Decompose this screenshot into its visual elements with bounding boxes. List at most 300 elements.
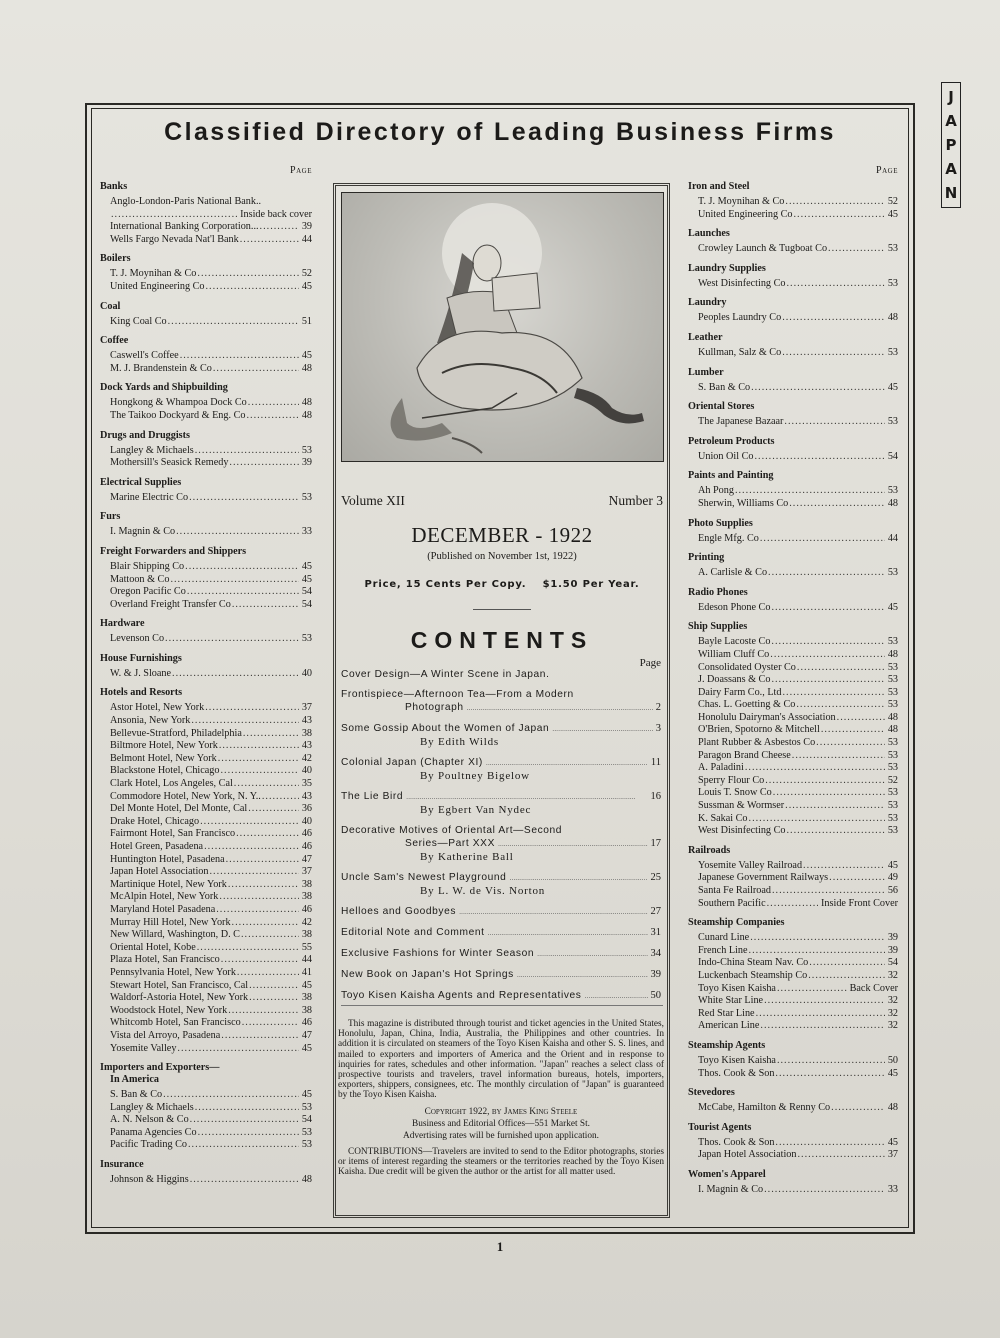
directory-entry (688, 674, 898, 687)
page-reference: 54 (301, 598, 312, 610)
page-reference: Inside back cover (240, 208, 312, 220)
directory-entry (100, 1102, 312, 1115)
firm-name: Engle Mfg. Co (698, 532, 759, 544)
contents-item (341, 688, 661, 715)
page-reference: 42 (301, 916, 312, 928)
leader-dots (218, 753, 299, 766)
directory-entry (100, 929, 312, 942)
article-title: Uncle Sam's Newest Playground (341, 872, 507, 883)
article-author: By Egbert Van Nydec (420, 804, 532, 816)
contents-title-line (341, 756, 661, 770)
directory-entry (100, 209, 312, 222)
issue-number-label: Number 3 (608, 493, 663, 508)
directory-entry (100, 410, 312, 423)
firm-name: Murray Hill Hotel, New York (110, 916, 231, 928)
firm-name: Panama Agencies Co (110, 1126, 197, 1138)
leader-dots (170, 574, 298, 587)
leader-dots (488, 926, 648, 940)
contents-title-line (341, 926, 661, 940)
directory-entry (100, 445, 312, 458)
page-reference: 45 (301, 560, 312, 572)
leader-dots (821, 724, 885, 737)
page-reference: 45 (301, 350, 312, 362)
contents-item (341, 871, 661, 898)
directory-entry (688, 970, 898, 983)
firm-name: Woodstock Hotel, New York (110, 1004, 228, 1016)
directory-entry (100, 1017, 312, 1030)
category-name: Lumber (688, 366, 724, 378)
leader-dots (209, 866, 298, 879)
firm-name: W. & J. Sloane (110, 667, 172, 679)
leader-dots (249, 992, 299, 1005)
page-reference: 38 (301, 1004, 312, 1016)
directory-entry (688, 775, 898, 788)
firm-name: O'Brien, Spotorno & Mitchell (698, 724, 820, 736)
page-reference: 50 (887, 1054, 898, 1066)
leader-dots (773, 787, 885, 800)
leader-dots (195, 1102, 299, 1115)
directory-entry (688, 860, 898, 873)
directory-entry (100, 1114, 312, 1127)
directory-entry (688, 898, 898, 911)
contents-item (341, 905, 661, 919)
directory-entry (100, 221, 312, 234)
advertising-line: Advertising rates will be furnished upon application. (403, 1130, 599, 1141)
page-reference: 38 (301, 992, 312, 1004)
leader-dots (785, 196, 884, 209)
leader-dots (794, 209, 885, 222)
leader-dots (234, 778, 299, 791)
firm-name: West Disinfecting Co (698, 825, 786, 837)
directory-entry (100, 753, 312, 766)
firm-name: Del Monte Hotel, Del Monte, Cal (110, 803, 248, 815)
leader-dots (775, 1068, 884, 1081)
contents-title-line (341, 837, 661, 851)
page-reference: 45 (301, 573, 312, 585)
firm-name: Anglo-London-Paris National Bank.. (110, 196, 262, 207)
directory-category (688, 470, 898, 482)
firm-name: T. J. Moynihan & Co (698, 196, 785, 207)
page-reference: 52 (301, 268, 312, 280)
directory-entry (100, 574, 312, 587)
firm-name: Yosemite Valley (110, 1042, 177, 1054)
category-name: Launches (688, 228, 730, 240)
leader-dots (165, 633, 299, 646)
directory-entry (688, 1137, 898, 1150)
page-reference: 53 (887, 674, 898, 686)
leader-dots (772, 885, 885, 898)
directory-entry (100, 891, 312, 904)
page-reference: 48 (301, 362, 312, 374)
leader-dots (213, 363, 299, 376)
page-reference: 48 (887, 1102, 898, 1114)
contents-heading: CONTENTS (410, 627, 594, 653)
leader-dots (765, 775, 885, 788)
firm-name: Japan Hotel Association (110, 866, 209, 878)
directory-entry (100, 866, 312, 879)
contents-page-label: Page (639, 657, 661, 669)
category-name: Photo Supplies (688, 517, 753, 529)
directory-category (100, 430, 312, 442)
firm-name: Clark Hotel, Los Angeles, Cal (110, 778, 233, 790)
leader-dots (764, 1184, 885, 1197)
side-tab-letter: J (948, 87, 954, 106)
page-reference: 53 (887, 346, 898, 358)
firm-name: Japanese Government Railways (698, 872, 829, 884)
category-name: Boilers (100, 253, 131, 265)
contents-item (341, 926, 661, 940)
firm-name: J. Doassans & Co (698, 674, 771, 686)
directory-entry (688, 699, 898, 712)
page-reference: 36 (301, 803, 312, 815)
table-of-contents (341, 657, 661, 1010)
page-reference: 45 (301, 979, 312, 991)
directory-entry (100, 1174, 312, 1187)
article-author: By L. W. de Vis. Norton (420, 885, 546, 897)
firm-name: A. N. Nelson & Co (110, 1114, 189, 1126)
contents-title-line (341, 824, 661, 837)
price-per-copy: Price, 15 Cents Per Copy. (364, 579, 527, 590)
page-reference: 45 (301, 1042, 312, 1054)
page-reference: Back Cover (849, 982, 898, 994)
directory-entry (100, 599, 312, 612)
directory-entry (100, 1127, 312, 1140)
contents-item (341, 756, 661, 783)
leader-dots (797, 1149, 884, 1162)
category-name: House Furnishings (100, 652, 182, 664)
divider-rule (473, 609, 531, 610)
directory-entry (100, 1005, 312, 1018)
leader-dots (240, 234, 299, 247)
directory-entry (100, 879, 312, 892)
leader-dots (197, 268, 298, 281)
article-author: By Katherine Ball (420, 851, 514, 863)
leader-dots (246, 410, 298, 423)
leader-dots (517, 968, 648, 982)
page-reference: 46 (301, 841, 312, 852)
page-reference: 38 (301, 929, 312, 941)
directory-entry (688, 724, 898, 737)
category-name: Radio Phones (688, 586, 748, 598)
firm-name: American Line (698, 1020, 760, 1032)
directory-entry (688, 1068, 898, 1081)
publication-info (338, 1019, 664, 1182)
leader-dots (190, 1174, 299, 1187)
page-reference: 53 (301, 491, 312, 503)
page-reference: 53 (887, 762, 898, 774)
contributions-text: CONTRIBUTIONS—Travelers are invited to send to the Editor photographs, stories or items of interest regarding the steamers or the territories reached by the Toyo Kisen Kaisha. Due credit will be given the author or the artist for all matter used. (338, 1146, 664, 1178)
contents-item (341, 968, 661, 982)
page-reference: 55 (301, 941, 312, 953)
directory-category (100, 301, 312, 313)
firm-name: Oriental Hotel, Kobe (110, 941, 196, 953)
firm-name: A. Paladini (698, 762, 744, 774)
page-reference: 53 (887, 800, 898, 812)
directory-category (100, 382, 312, 394)
firm-name: Indo-China Steam Nav. Co (698, 957, 809, 969)
page-reference: 53 (301, 633, 312, 645)
page-reference: 32 (887, 995, 898, 1007)
side-tab-letter: P (945, 135, 957, 154)
page-reference: 54 (301, 586, 312, 598)
page-reference: 45 (301, 280, 312, 292)
directory-category (688, 436, 898, 448)
firm-name: Belmont Hotel, New York (110, 752, 217, 764)
contents-item (341, 668, 661, 681)
firm-name: Sherwin, Williams Co (698, 497, 789, 509)
firm-name: Chas. L. Goetting & Co (698, 699, 796, 711)
category-name: Coal (100, 300, 121, 312)
firm-name: Paragon Brand Cheese (698, 749, 791, 761)
leader-dots (584, 989, 647, 1003)
firm-name: Astor Hotel, New York (110, 702, 205, 714)
article-title: Toyo Kisen Kaisha Agents and Representatives (341, 990, 582, 1001)
page-reference: 40 (301, 815, 312, 827)
page-reference: 42 (301, 752, 312, 764)
leader-dots (745, 762, 885, 775)
firm-name: United Engineering Co (698, 208, 793, 220)
article-page: 39 (650, 969, 661, 980)
firm-name: Blackstone Hotel, Chicago (110, 765, 220, 777)
contents-item (341, 989, 661, 1003)
leader-dots (808, 970, 885, 983)
leader-dots (767, 898, 818, 911)
firm-name: Thos. Cook & Son (698, 1136, 775, 1148)
directory-entry (100, 1030, 312, 1043)
category-name: Women's Apparel (688, 1168, 766, 1180)
firm-name: Crowley Launch & Tugboat Co (698, 243, 828, 255)
page-reference: 37 (301, 866, 312, 878)
directory-category (688, 263, 898, 275)
directory-category (688, 621, 898, 633)
article-page: 27 (650, 906, 661, 917)
leader-dots (197, 942, 299, 955)
directory-category (100, 477, 312, 489)
firm-name: Marine Electric Co (110, 491, 189, 503)
article-title: Some Gossip About the Women of Japan (341, 723, 550, 734)
contents-item (341, 824, 661, 864)
page-reference: 48 (301, 397, 312, 409)
directory-entry (688, 872, 898, 885)
firm-name: Pacific Trading Co (110, 1139, 187, 1151)
page-reference: 48 (887, 312, 898, 324)
page-reference: 45 (887, 859, 898, 871)
firm-name: Kullman, Salz & Co (698, 346, 782, 358)
leader-dots (768, 567, 885, 580)
directory-entry (688, 1102, 898, 1115)
copyright-line: Copyright 1922, by James King Steele (424, 1106, 578, 1117)
article-page: 2 (655, 702, 661, 713)
firm-name: Caswell's Coffee (110, 350, 179, 362)
directory-entry (688, 451, 898, 464)
category-name: Freight Forwarders and Shippers (100, 545, 247, 557)
article-title: Decorative Motives of Oriental Art—Second (341, 825, 563, 836)
directory-category (688, 1087, 898, 1099)
page-number: 1 (496, 1239, 504, 1254)
directory-entry (688, 737, 898, 750)
directory-category (100, 546, 312, 558)
firm-name: Cunard Line (698, 932, 750, 944)
leader-dots (236, 828, 299, 841)
offices-line: Business and Editorial Offices—551 Market St. (412, 1118, 590, 1129)
directory-category (688, 587, 898, 599)
leader-dots (829, 872, 885, 885)
page-reference: 45 (301, 1089, 312, 1101)
directory-entry (100, 350, 312, 363)
firm-name: King Coal Co (110, 315, 167, 327)
page-reference: 49 (887, 872, 898, 884)
category-name: Drugs and Druggists (100, 429, 191, 441)
directory-entry (688, 995, 898, 1008)
firm-name: Levenson Co (110, 633, 165, 645)
directory-entry (100, 397, 312, 410)
contents-title-line (341, 668, 661, 681)
contents-item (341, 722, 661, 749)
directory-entry (100, 234, 312, 247)
category-name: Importers and Exporters— (100, 1062, 220, 1074)
directory-category (688, 228, 898, 240)
leader-dots (216, 904, 299, 917)
article-page: 34 (650, 948, 661, 959)
directory-category (100, 335, 312, 347)
directory-entry (100, 980, 312, 993)
page-reference: 53 (887, 277, 898, 289)
directory-entry (688, 787, 898, 800)
directory-entry (100, 526, 312, 539)
leader-dots (187, 586, 299, 599)
page-reference: 45 (887, 1067, 898, 1079)
firm-name: McCabe, Hamilton & Renny Co (698, 1102, 831, 1114)
page-reference: 44 (301, 233, 312, 245)
category-name: Steamship Companies (688, 917, 785, 929)
leader-dots (232, 917, 299, 930)
directory-category (688, 297, 898, 309)
page-reference: 53 (887, 812, 898, 824)
firm-name: Whitcomb Hotel, San Francisco (110, 1017, 241, 1029)
directory-entry (688, 1055, 898, 1068)
firm-name: Wells Fargo Nevada Nat'l Bank (110, 233, 239, 245)
page-reference: 44 (301, 954, 312, 966)
directory-entry (100, 196, 312, 209)
leader-dots (221, 765, 299, 778)
directory-entry (688, 712, 898, 725)
firm-name: Maryland Hotel Pasadena (110, 903, 216, 915)
directory-category (688, 1122, 898, 1134)
leader-dots (163, 1089, 299, 1102)
directory-entry (688, 278, 898, 291)
firm-name: Commodore Hotel, New York, N. Y.. (110, 790, 261, 802)
page-reference: 46 (301, 1017, 312, 1029)
leader-dots (177, 1043, 298, 1056)
page-reference: 52 (887, 774, 898, 786)
directory-entry (688, 312, 898, 325)
leader-dots (498, 837, 648, 851)
category-name: Electrical Supplies (100, 476, 182, 488)
firm-name: S. Ban & Co (110, 1089, 163, 1101)
leader-dots (232, 599, 299, 612)
leader-dots (111, 209, 237, 222)
leader-dots (241, 929, 299, 942)
leader-dots (219, 740, 299, 753)
page-reference: 39 (301, 221, 312, 233)
contents-item (341, 947, 661, 961)
article-page: 50 (650, 990, 661, 1001)
leader-dots (189, 492, 299, 505)
distribution-text: This magazine is distributed through tourist and ticket agencies in the United States, Honolulu, Japan, China, India, Australia, the Philippines and other countries. In addition it is circulated on steamers of the Toyo Kisen Kaisha and other S. S. lines, and mailed to exporters and importers of America and the Orient and in response to inquiries for rates, schedules and other information. "Japan" reaches a select class of prospective tourists and travelers, travel information bureaus, hotels, importers, exporters, shippers, consignees, etc. The monthly circulation of "Japan" is guaranteed by the Toyo Kisen Kaisha. (338, 1019, 664, 1101)
page-reference: 48 (887, 497, 898, 509)
directory-entry (100, 1089, 312, 1102)
directory-category (688, 181, 898, 193)
directory-entry (688, 813, 898, 826)
directory-category (688, 401, 898, 413)
directory-category (100, 253, 312, 265)
volume-number-line (341, 493, 663, 509)
leader-dots (248, 803, 299, 816)
directory-entry (100, 917, 312, 930)
directory-entry (688, 209, 898, 222)
page-reference: 48 (301, 409, 312, 421)
leader-dots (789, 498, 885, 511)
firm-name: Consolidated Oyster Co (698, 661, 796, 673)
page-reference: 53 (887, 686, 898, 698)
contents-title-line (341, 989, 661, 1003)
directory-entry (100, 561, 312, 574)
directory-entry (100, 586, 312, 599)
leader-dots (221, 1030, 299, 1043)
directory-entry (688, 602, 898, 615)
contents-title-line (341, 722, 661, 736)
category-name: Hotels and Resorts (100, 687, 183, 699)
page-reference: 45 (887, 1136, 898, 1148)
leader-dots (185, 561, 299, 574)
directory-entry (100, 702, 312, 715)
leader-dots (760, 533, 885, 546)
page-reference: 39 (887, 944, 898, 956)
category-name: Printing (688, 552, 725, 564)
directory-entry (688, 945, 898, 958)
page-reference: 53 (887, 825, 898, 837)
firm-name: Peoples Laundry Co (698, 312, 782, 324)
page-reference: 48 (887, 724, 898, 736)
firm-name: Japan Hotel Association (698, 1149, 797, 1161)
page-reference: 53 (887, 787, 898, 799)
firm-name: New Willard, Washington, D. C (110, 929, 240, 941)
leader-dots (775, 1137, 884, 1150)
page-reference: 48 (301, 1174, 312, 1186)
directory-entry (688, 1149, 898, 1162)
leader-dots (770, 649, 885, 662)
leader-dots (509, 871, 647, 885)
leader-dots (735, 485, 885, 498)
directory-entry (688, 347, 898, 360)
page-reference: 53 (301, 1126, 312, 1138)
firm-name: Dairy Farm Co., Ltd (698, 686, 782, 698)
firm-name: Bellevue-Stratford, Philadelphia (110, 727, 242, 739)
directory-category (688, 518, 898, 530)
firm-name: Fairmont Hotel, San Francisco (110, 828, 236, 840)
page-reference: 53 (887, 567, 898, 579)
leader-dots (785, 800, 885, 813)
firm-name: Overland Freight Transfer Co (110, 598, 231, 610)
firm-name: Edeson Phone Co (698, 601, 771, 613)
firm-name: A. Carlisle & Co (698, 567, 768, 579)
firm-name: West Disinfecting Co (698, 277, 786, 289)
page-reference: 43 (301, 740, 312, 752)
firm-name: Louis T. Snow Co (698, 787, 772, 799)
directory-entry (688, 662, 898, 675)
directory-entry (100, 954, 312, 967)
directory-entry (100, 854, 312, 867)
